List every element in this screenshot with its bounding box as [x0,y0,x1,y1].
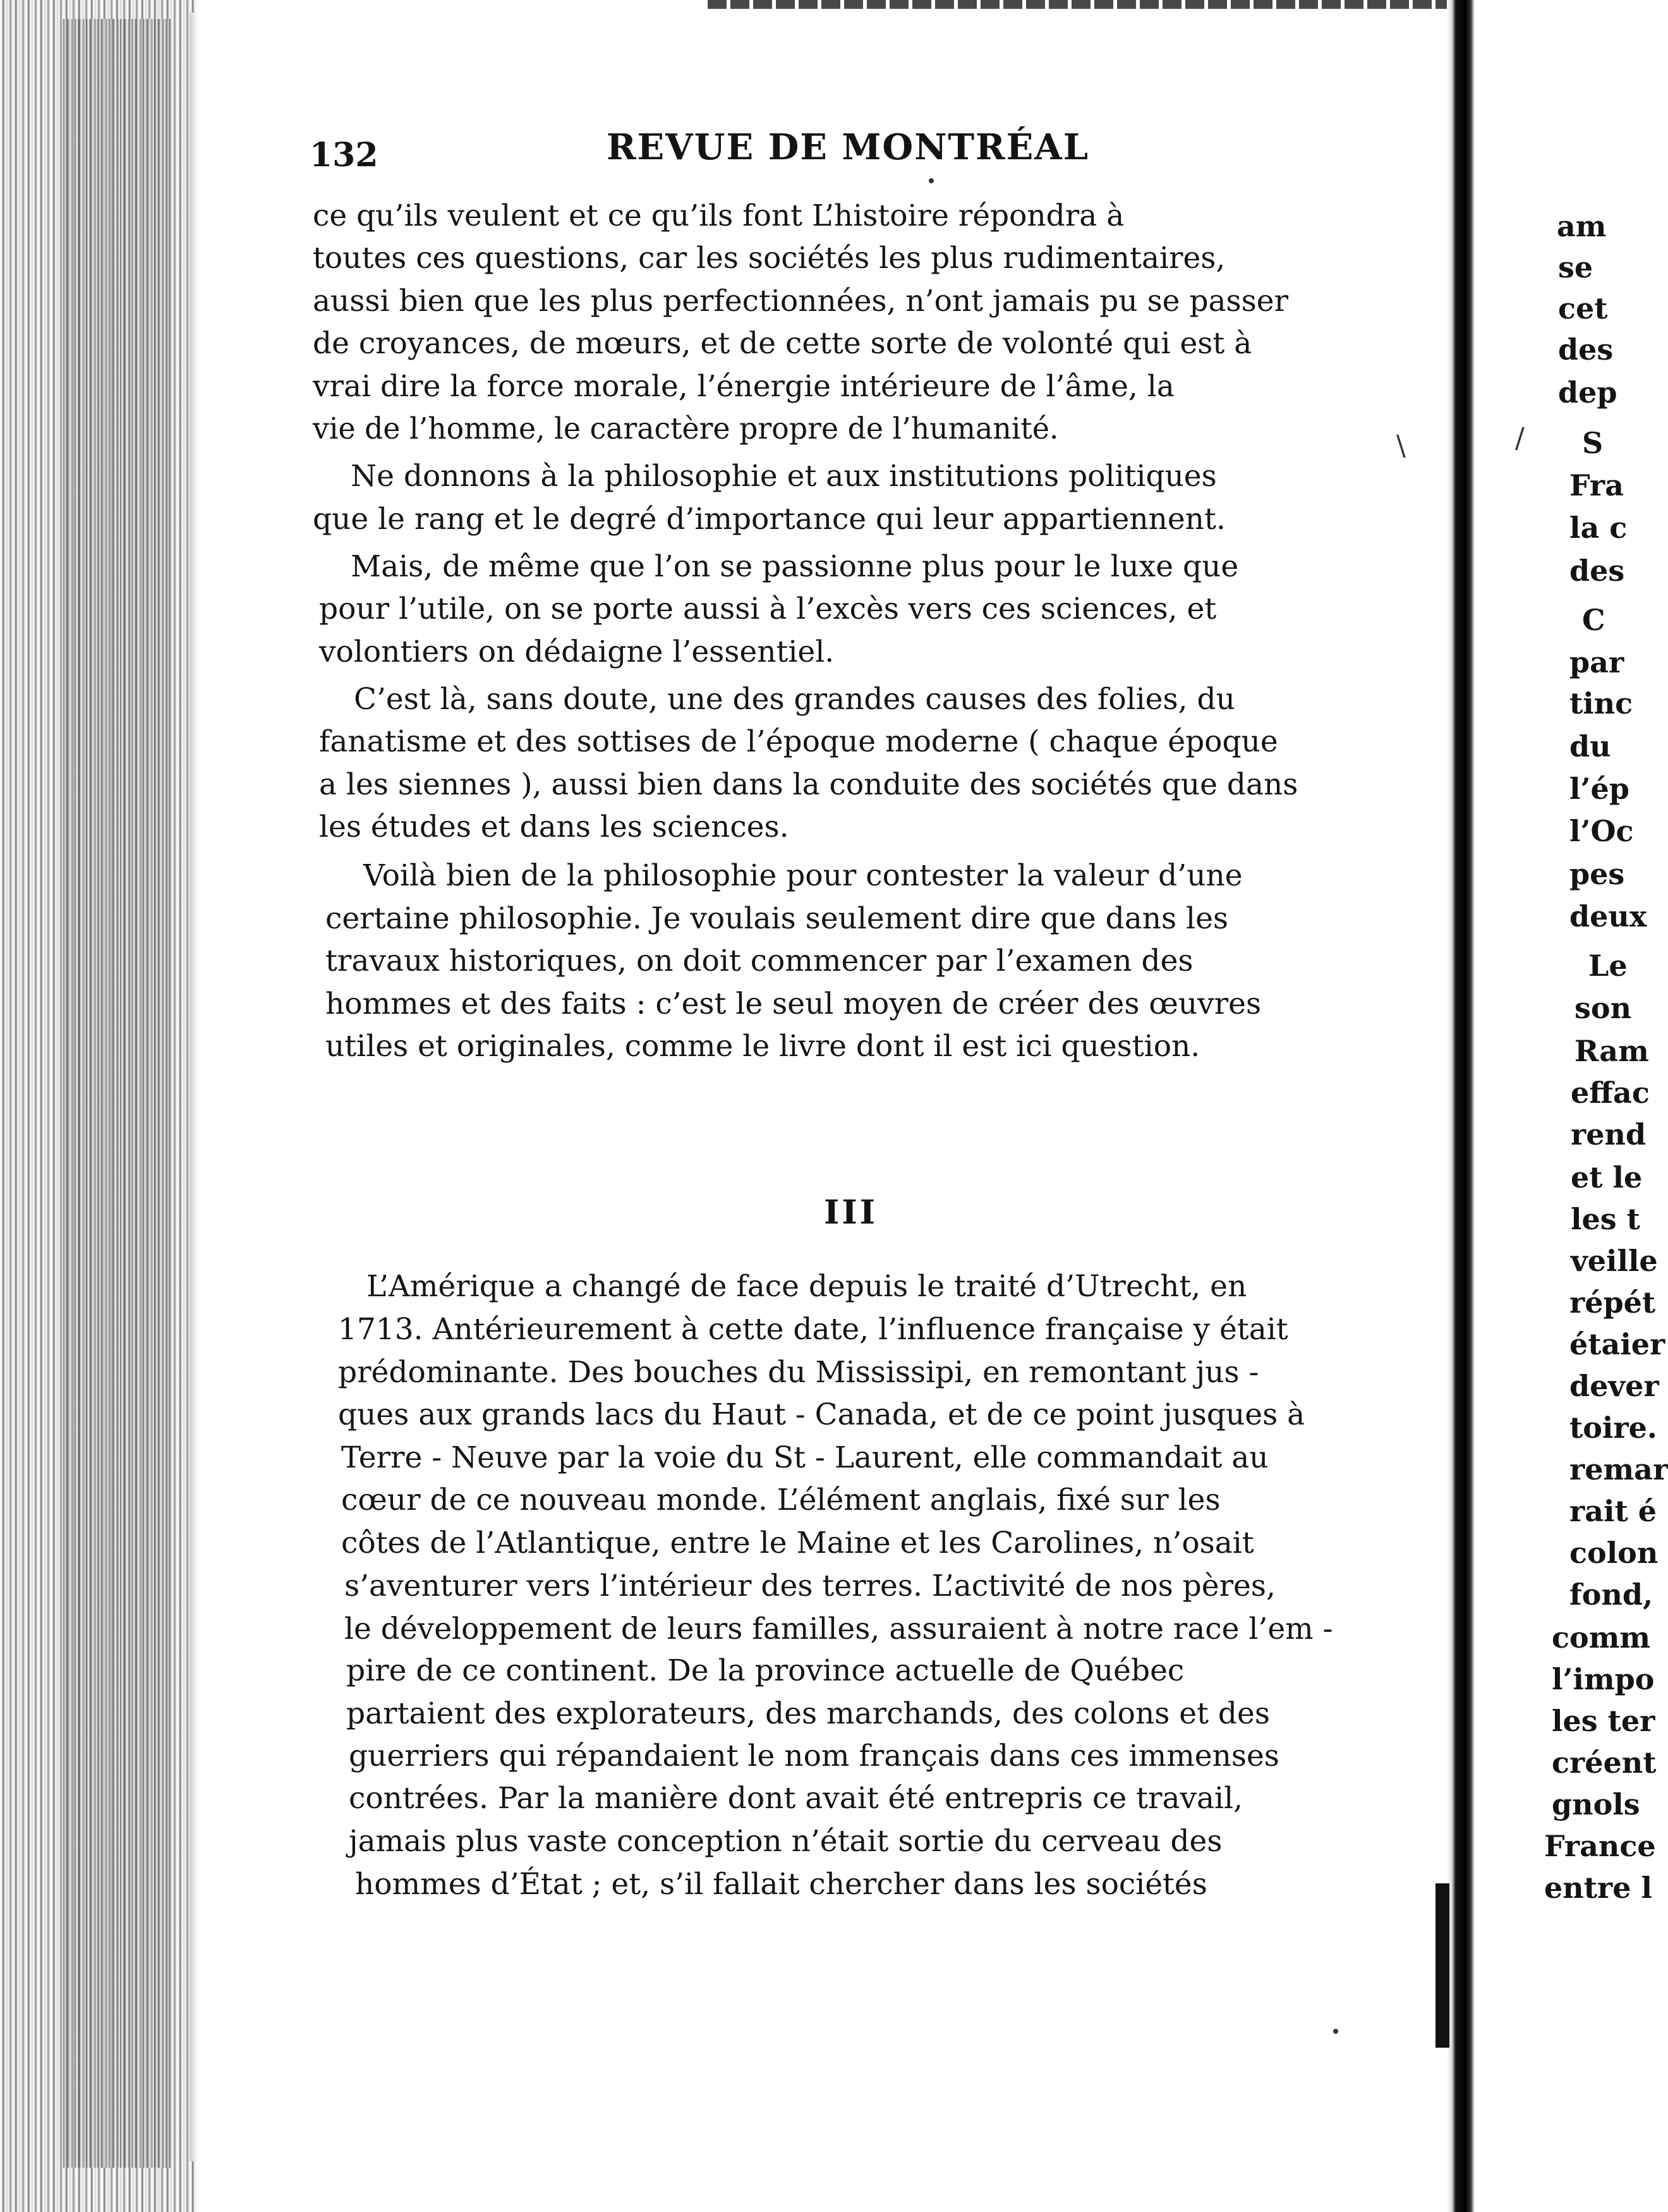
text-line: certaine philosophie. Je voulais seulement dire que dans les [325,901,1229,936]
text-line: ce qu’ils veulent et ce qu’ils font L’histoire répondra à [313,198,1125,233]
running-title: REVUE DE MONTRÉAL [607,126,1090,168]
facing-page [1475,0,1668,2212]
text-line: pire de ce continent. De la province actuelle de Québec [346,1653,1185,1688]
text-line: le développement de leurs familles, assuraient à notre race l’em - [344,1612,1333,1646]
facing-page-line: par [1569,645,1624,679]
facing-page-line: et le [1571,1160,1643,1194]
facing-page-line: Le [1588,949,1628,983]
facing-page-line: cet [1558,291,1608,325]
facing-page-line: l’Oc [1569,814,1634,848]
text-line: que le rang et le degré d’importance qui leur appartiennent. [313,502,1226,537]
text-line: ques aux grands lacs du Haut - Canada, et de ce point jusques à [338,1397,1305,1432]
facing-page-line: rait é [1569,1494,1657,1528]
facing-page-line: Ram [1574,1034,1649,1068]
facing-page-line: dever [1569,1369,1659,1403]
facing-page-line: dep [1558,375,1617,410]
facing-page-line: S [1582,426,1604,460]
text-line: hommes et des faits : c’est le seul moyen de créer des œuvres [325,987,1262,1021]
facing-page-line: étaier [1569,1327,1665,1361]
text-line: travaux historiques, on doit commencer par l’examen des [325,944,1194,978]
text-line: hommes d’État ; et, s’il fallait chercher dans les sociétés [355,1867,1207,1902]
facing-page-line: tinc [1569,686,1633,720]
facing-page-line: C [1582,603,1605,637]
facing-page-line: créent [1552,1746,1657,1780]
text-line: Mais, de même que l’on se passionne plus pour le luxe que [351,549,1239,584]
facing-page-line: pes [1569,857,1625,891]
stray-mark: / [1515,422,1525,454]
facing-page-line: des [1558,332,1614,367]
page-gutter [1447,0,1475,2212]
facing-page-line: du [1569,729,1611,763]
text-line: Ne donnons à la philosophie et aux institutions politiques [351,459,1217,494]
facing-page-line: se [1558,250,1593,284]
text-line: cœur de ce nouveau monde. L’élément anglais, fixé sur les [341,1483,1221,1517]
text-line: aussi bien que les plus perfectionnées, n’ont jamais pu se passer [313,284,1289,319]
ink-speck [1333,2029,1338,2034]
text-line: toutes ces questions, car les sociétés les plus rudimentaires, [313,241,1226,276]
text-line: côtes de l’Atlantique, entre le Maine et les Carolines, n’osait [341,1526,1254,1560]
facing-page-line: comm [1552,1620,1651,1655]
stray-mark: \ [1396,430,1406,462]
gutter-shadow [1435,1883,1449,2048]
facing-page-line: les ter [1552,1704,1655,1738]
text-line: s’aventurer vers l’intérieur des terres. L’activité de nos pères, [344,1569,1276,1603]
page-edge-shadow [63,19,171,2168]
facing-page-line: am [1557,209,1607,243]
text-line: jamais plus vaste conception n’était sortie du cerveau des [349,1824,1223,1859]
facing-page-line: son [1574,991,1632,1025]
facing-page-line: les t [1571,1202,1640,1236]
top-edge-artifact [708,0,1453,9]
facing-page-line: des [1569,554,1625,588]
text-line: utiles et originales, comme le livre dont il est ici question. [325,1029,1200,1064]
facing-page-line: remar [1569,1452,1668,1486]
facing-page-line: deux [1569,899,1647,933]
text-line: fanatisme et des sottises de l’époque moderne ( chaque époque [319,724,1278,759]
text-line: 1713. Antérieurement à cette date, l’influence française y était [338,1312,1288,1347]
facing-page-line: Fra [1569,468,1624,502]
text-line: pour l’utile, on se porte aussi à l’excès vers ces sciences, et [319,592,1217,626]
text-line: vie de l’homme, le caractère propre de l’humanité. [313,411,1059,446]
text-line: prédominante. Des bouches du Mississipi, en remontant jus - [338,1355,1259,1390]
facing-page-line: entre l [1544,1871,1652,1905]
text-line: Voilà bien de la philosophie pour contester la valeur d’une [363,858,1243,893]
facing-page-line: gnols [1552,1787,1640,1821]
text-line: les études et dans les sciences. [319,810,789,844]
facing-page-line: fond, [1569,1577,1653,1612]
page-edge-highlight [190,13,198,2161]
text-line: Terre - Neuve par la voie du St - Laurent, elle commandait au [341,1440,1269,1475]
facing-page-line: veille [1571,1244,1658,1278]
ink-speck [929,178,934,183]
text-line: guerriers qui répandaient le nom français dans ces immenses [349,1739,1279,1773]
text-line: L’Amérique a changé de face depuis le traité d’Utrecht, en [366,1269,1247,1304]
page-number: 132 [310,136,378,174]
facing-page-line: colon [1569,1536,1659,1570]
text-line: volontiers on dédaigne l’essentiel. [319,635,835,669]
facing-page-line: l’ép [1569,772,1629,806]
text-line: partaient des explorateurs, des marchands, des colons et des [346,1696,1270,1731]
text-line: C’est là, sans doute, une des grandes causes des folies, du [354,682,1235,717]
facing-page-line: l’impo [1552,1662,1655,1696]
section-heading: III [824,1193,878,1232]
facing-page-line: répét [1569,1285,1656,1320]
facing-page-line: effac [1571,1076,1650,1110]
text-line: de croyances, de mœurs, et de cette sorte de volonté qui est à [313,326,1252,361]
text-line: vrai dire la force morale, l’énergie intérieure de l’âme, la [313,369,1175,404]
text-line: a les siennes ), aussi bien dans la conduite des sociétés que dans [319,767,1298,802]
facing-page-line: la c [1569,511,1628,545]
facing-page-line: France [1544,1829,1656,1863]
facing-page-line: toire. [1569,1411,1657,1445]
text-line: contrées. Par la manière dont avait été entrepris ce travail, [349,1781,1243,1816]
facing-page-line: rend [1571,1117,1647,1152]
